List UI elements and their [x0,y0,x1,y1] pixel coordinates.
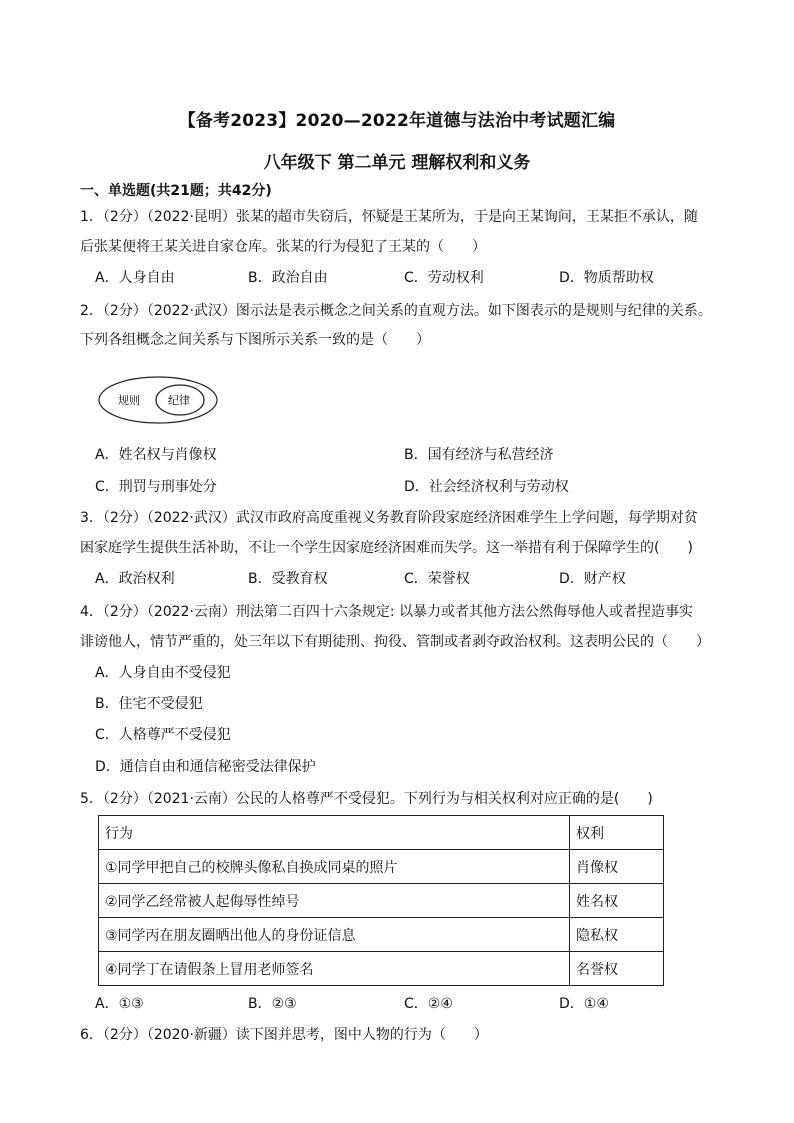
question-1-line-1: 1．（2分）（2022·昆明）张某的超市失窃后，怀疑是王某所为，于是向王某询问，王某拒不承认，随 [80,209,698,225]
question-6-line-1: 6．（2分）（2020·新疆）读下图并思考，图中人物的行为（ ） [80,1027,488,1043]
question-5-option-a: A．①③ [95,996,144,1012]
question-1-line-2: 后张某便将王某关进自家仓库。张某的行为侵犯了王某的（ ） [80,239,486,255]
question-5-option-d: D．①④ [559,996,609,1012]
question-1-option-a: A．人身自由 [95,270,175,286]
table-row [99,918,664,952]
question-2-line-2: 下列各组概念之间关系与下图所示关系一致的是（ ） [80,332,430,348]
table-cell-right: 名誉权 [570,952,664,986]
table-cell-behavior: ④同学丁在请假条上冒用老师签名 [99,952,570,986]
table-header-right: 权利 [570,816,664,850]
document-title: 【备考2023】2020—2022年道德与法治中考试题汇编 [178,111,616,131]
question-1-option-c: C．劳动权利 [404,270,484,286]
rights-table [98,815,664,986]
table-cell-right: 隐私权 [570,918,664,952]
question-2-option-a: A．姓名权与肖像权 [95,447,217,463]
question-3-option-d: D．财产权 [559,571,626,587]
question-4-option-c: C．人格尊严不受侵犯 [95,727,231,743]
outer-ellipse [99,377,217,423]
table-cell-right: 姓名权 [570,884,664,918]
venn-diagram [96,374,222,426]
question-3-option-c: C．荣誉权 [404,571,470,587]
question-3-line-1: 3．（2分）（2022·武汉）武汉市政府高度重视义务教育阶段家庭经济困难学生上学问题，每学期对贫 [80,510,698,526]
table-cell-right: 肖像权 [570,850,664,884]
table-cell-behavior: ③同学丙在朋友圈晒出他人的身份证信息 [99,918,570,952]
document-subtitle: 八年级下 第二单元 理解权利和义务 [263,153,531,173]
question-5-option-c: C．②④ [404,996,453,1012]
table-cell-behavior: ②同学乙经常被人起侮辱性绰号 [99,884,570,918]
table-cell-behavior: ①同学甲把自己的校牌头像私自换成同桌的照片 [99,850,570,884]
table-header-behavior: 行为 [99,816,570,850]
question-2-option-d: D．社会经济权利与劳动权 [404,479,569,495]
question-1-option-d: D．物质帮助权 [559,270,654,286]
table-row [99,850,664,884]
question-4-line-2: 诽谤他人，情节严重的，处三年以下有期徒刑、拘役、管制或者剥夺政治权利。这表明公民的（ ） [80,634,710,650]
section-heading: 一、单选题(共21题；共42分) [80,183,272,199]
question-5-line-1: 5．（2分）（2021·云南）公民的人格尊严不受侵犯。下列行为与相关权利对应正确的是( ) [80,791,653,807]
question-2-option-c: C．刑罚与刑事处分 [95,479,217,495]
outer-label: 规则 [118,394,140,407]
question-4-option-d: D．通信自由和通信秘密受法律保护 [95,759,316,775]
question-3-option-b: B．受教育权 [248,571,328,587]
question-4-line-1: 4．（2分）（2022·云南）刑法第二百四十六条规定: 以暴力或者其他方法公然侮辱他人或者捏造事实 [80,604,694,620]
table-row [99,884,664,918]
question-3-line-2: 困家庭学生提供生活补助，不让一个学生因家庭经济困难而失学。这一举措有利于保障学生的( ) [80,540,693,556]
table-header-row [99,816,664,850]
question-4-option-a: A．人身自由不受侵犯 [95,665,231,681]
question-5-option-b: B．②③ [248,996,297,1012]
question-1-option-b: B．政治自由 [248,270,328,286]
table-row [99,952,664,986]
question-2-option-b: B．国有经济与私营经济 [404,447,554,463]
question-2-line-1: 2．（2分）（2022·武汉）图示法是表示概念之间关系的直观方法。如下图表示的是规则与纪律的关系。 [80,303,712,319]
question-4-option-b: B．住宅不受侵犯 [95,696,203,712]
question-3-option-a: A．政治权利 [95,571,175,587]
inner-label: 纪律 [168,394,190,407]
